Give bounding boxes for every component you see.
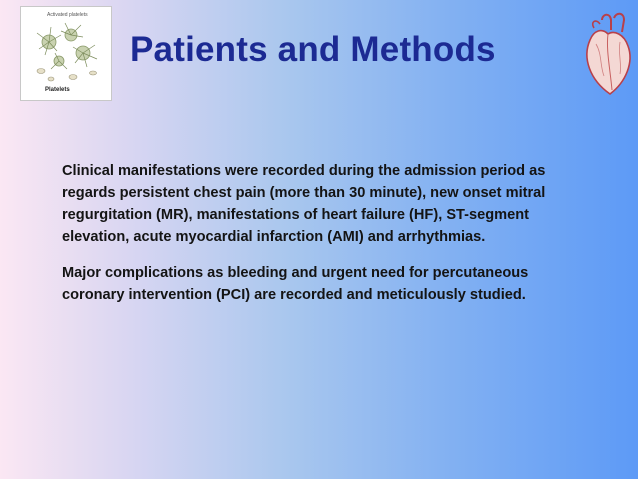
paragraph-clinical-manifestations: Clinical manifestations were recorded during the admission period as regards persistent chest pain (more than 30 minute), new onset mitral regurgitation (MR), manifestations of heart failure (HF), ST-segment elevation, acute myocardial infarction (AMI) and arrhythmias. xyxy=(62,163,546,245)
body-content xyxy=(62,160,582,320)
illustration-caption: Platelets xyxy=(45,87,70,93)
heart-icon xyxy=(580,10,636,100)
slide-title: Patients and Methods xyxy=(130,30,496,69)
platelets-illustration xyxy=(20,6,112,101)
illustration-heading: Activated platelets xyxy=(47,12,88,18)
paragraph-major-complications: Major complications as bleeding and urgent need for percutaneous coronary intervention (PCI) are recorded and meticulously studied. xyxy=(62,265,529,303)
